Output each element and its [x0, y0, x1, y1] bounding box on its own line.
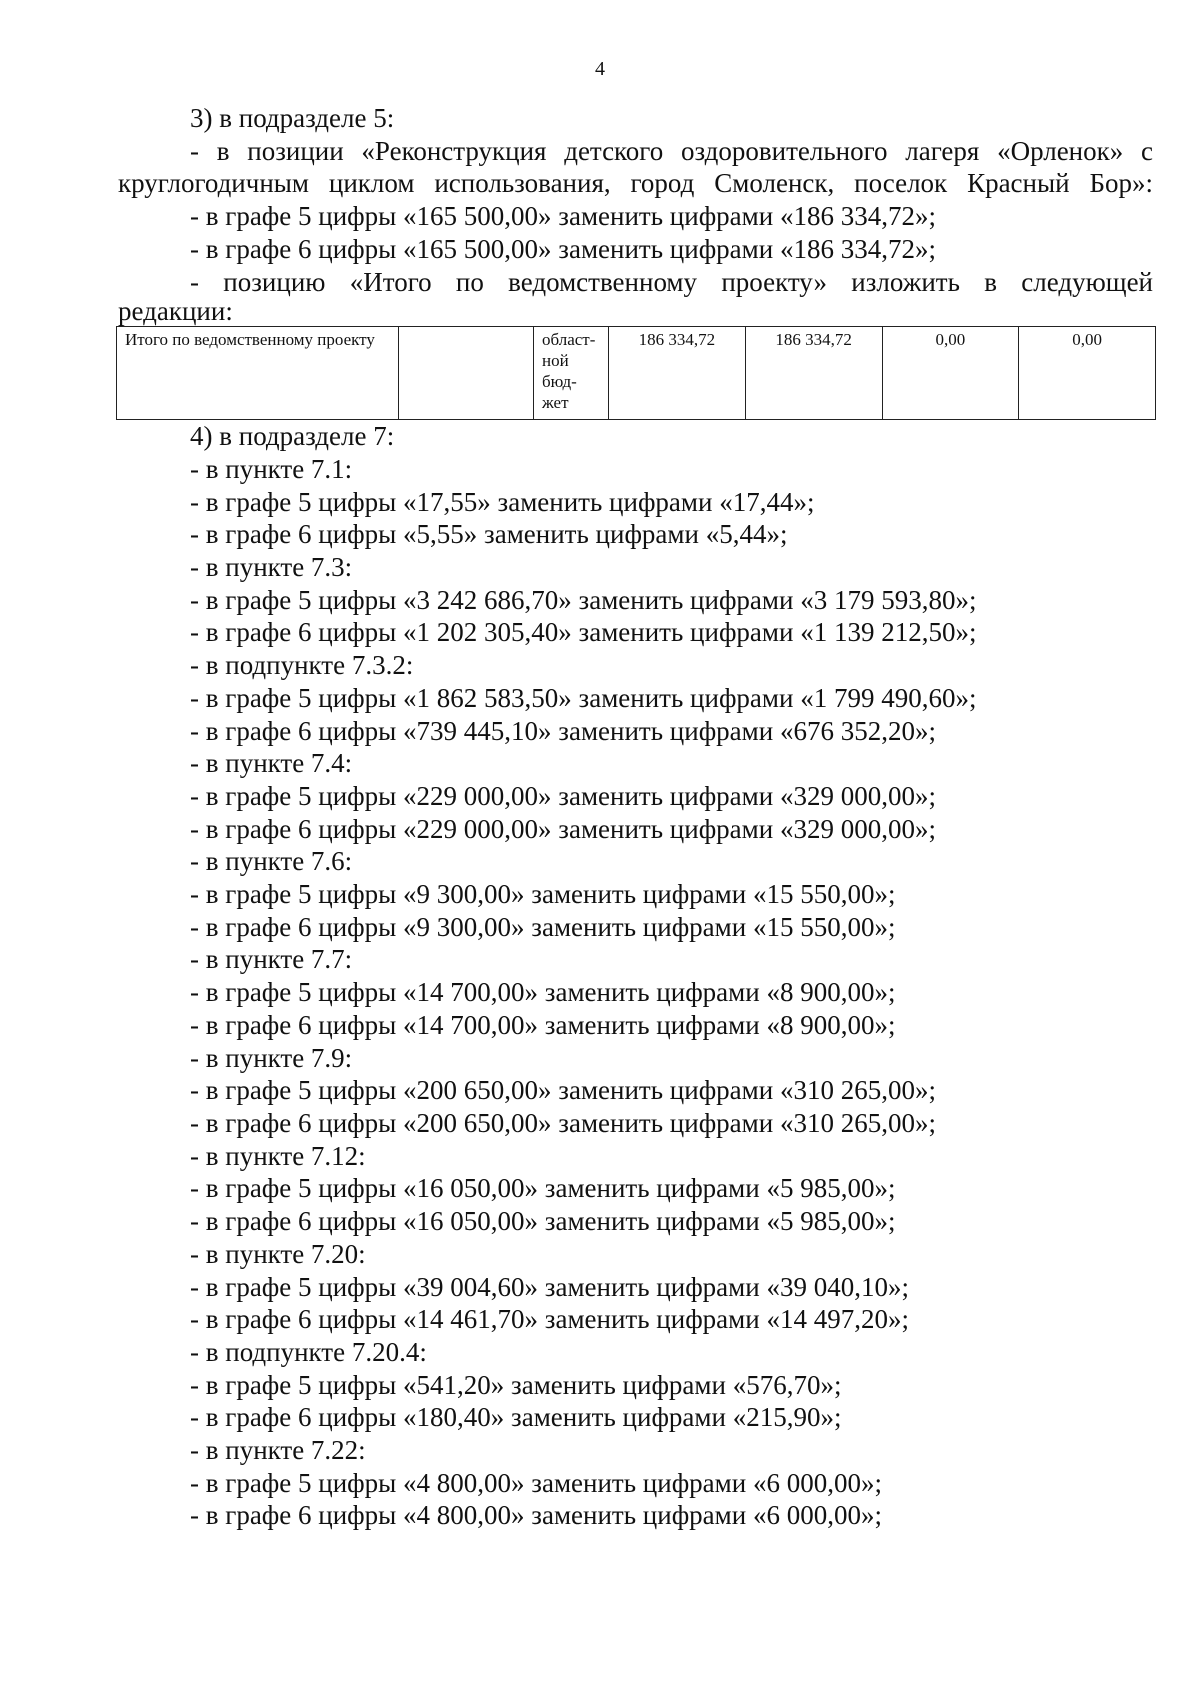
document-body — [118, 102, 1153, 1532]
list-item: - в пункте 7.7: — [190, 944, 353, 975]
table-cell-empty — [399, 327, 534, 420]
list-item: - в пункте 7.20: — [190, 1238, 366, 1269]
list-item: - в подпункте 7.20.4: — [190, 1336, 427, 1367]
list-item: - в графе 5 цифры «16 050,00» заменить цифрами «5 985,00»; — [190, 1173, 896, 1204]
section-3-grafa-6: - в графе 6 цифры «165 500,00» заменить цифрами «186 334,72»; — [190, 233, 936, 264]
list-item: - в графе 5 цифры «200 650,00» заменить цифрами «310 265,00»; — [190, 1075, 936, 1106]
list-item: - в графе 6 цифры «4 800,00» заменить цифрами «6 000,00»; — [190, 1500, 882, 1531]
list-item: - в подпункте 7.3.2: — [190, 650, 414, 681]
table-cell-source — [534, 327, 609, 420]
list-item: - в пункте 7.22: — [190, 1435, 366, 1466]
section-4-list — [118, 453, 1153, 1532]
position-paragraph — [118, 135, 1153, 200]
list-item: - в пункте 7.1: — [190, 453, 353, 484]
page-number: 4 — [595, 58, 605, 80]
list-item: - в графе 6 цифры «1 202 305,40» заменить цифрами «1 139 212,50»; — [190, 617, 977, 648]
list-item: - в графе 6 цифры «14 700,00» заменить цифрами «8 900,00»; — [190, 1009, 896, 1040]
list-item: - в графе 6 цифры «229 000,00» заменить цифрами «329 000,00»; — [190, 813, 936, 844]
list-item: - в графе 5 цифры «541,20» заменить цифрами «576,70»; — [190, 1369, 842, 1400]
list-item: - в графе 5 цифры «39 004,60» заменить цифрами «39 040,10»; — [190, 1271, 909, 1302]
source-text-line: жет — [542, 393, 569, 413]
table-cell-col6: 0,00 — [882, 327, 1019, 420]
list-item: - в графе 5 цифры «17,55» заменить цифрами «17,44»; — [190, 486, 815, 517]
table-row — [117, 327, 1156, 420]
table-cell-col5: 186 334,72 — [745, 327, 882, 420]
list-item: - в пункте 7.9: — [190, 1042, 353, 1073]
list-item: - в графе 6 цифры «5,55» заменить цифрами «5,44»; — [190, 519, 788, 550]
position-line-2: круглогодичным циклом использования, город Смоленск, поселок Красный Бор»: — [118, 168, 1153, 199]
list-item: - в графе 5 цифры «1 862 583,50» заменить цифрами «1 799 490,60»; — [190, 682, 977, 713]
list-item: - в пункте 7.4: — [190, 748, 353, 779]
list-item: - в графе 6 цифры «200 650,00» заменить цифрами «310 265,00»; — [190, 1107, 936, 1138]
source-text-line: област- — [542, 330, 596, 350]
source-text — [542, 329, 600, 413]
list-item: - в пункте 7.3: — [190, 552, 353, 583]
list-item: - в графе 6 цифры «14 461,70» заменить цифрами «14 497,20»; — [190, 1304, 909, 1335]
itogo-table-wrapper — [118, 326, 1153, 420]
list-item: - в графе 6 цифры «739 445,10» заменить цифрами «676 352,20»; — [190, 715, 936, 746]
list-item: - в графе 6 цифры «16 050,00» заменить цифрами «5 985,00»; — [190, 1206, 896, 1237]
list-item: - в пункте 7.12: — [190, 1140, 366, 1171]
source-text-line: ной — [542, 351, 569, 371]
itogo-line-2: редакции: — [118, 296, 233, 327]
table-cell-col7: 0,00 — [1019, 327, 1156, 420]
list-item: - в графе 5 цифры «14 700,00» заменить цифрами «8 900,00»; — [190, 977, 896, 1008]
list-item: - в графе 5 цифры «3 242 686,70» заменить цифрами «3 179 593,80»; — [190, 584, 977, 615]
itogo-table — [116, 326, 1156, 420]
section-3-grafa-5: - в графе 5 цифры «165 500,00» заменить цифрами «186 334,72»; — [190, 201, 936, 232]
section-4-heading: 4) в подразделе 7: — [190, 421, 395, 452]
itogo-line-1: - позицию «Итого по ведомственному проекту» изложить в следующей — [190, 266, 1153, 297]
list-item: - в графе 5 цифры «4 800,00» заменить цифрами «6 000,00»; — [190, 1467, 882, 1498]
list-item: - в графе 5 цифры «9 300,00» заменить цифрами «15 550,00»; — [190, 879, 896, 910]
list-item: - в графе 6 цифры «9 300,00» заменить цифрами «15 550,00»; — [190, 911, 896, 942]
table-cell-col4: 186 334,72 — [609, 327, 746, 420]
list-item: - в пункте 7.6: — [190, 846, 353, 877]
position-line-1: - в позиции «Реконструкция детского оздоровительного лагеря «Орленок» с — [190, 135, 1153, 166]
section-3-heading: 3) в подразделе 5: — [190, 103, 395, 133]
table-cell-name: Итого по ведомственному проекту — [117, 327, 399, 420]
list-item: - в графе 6 цифры «180,40» заменить цифрами «215,90»; — [190, 1402, 842, 1433]
list-item: - в графе 5 цифры «229 000,00» заменить цифрами «329 000,00»; — [190, 780, 936, 811]
source-text-line: бюд- — [542, 372, 577, 392]
